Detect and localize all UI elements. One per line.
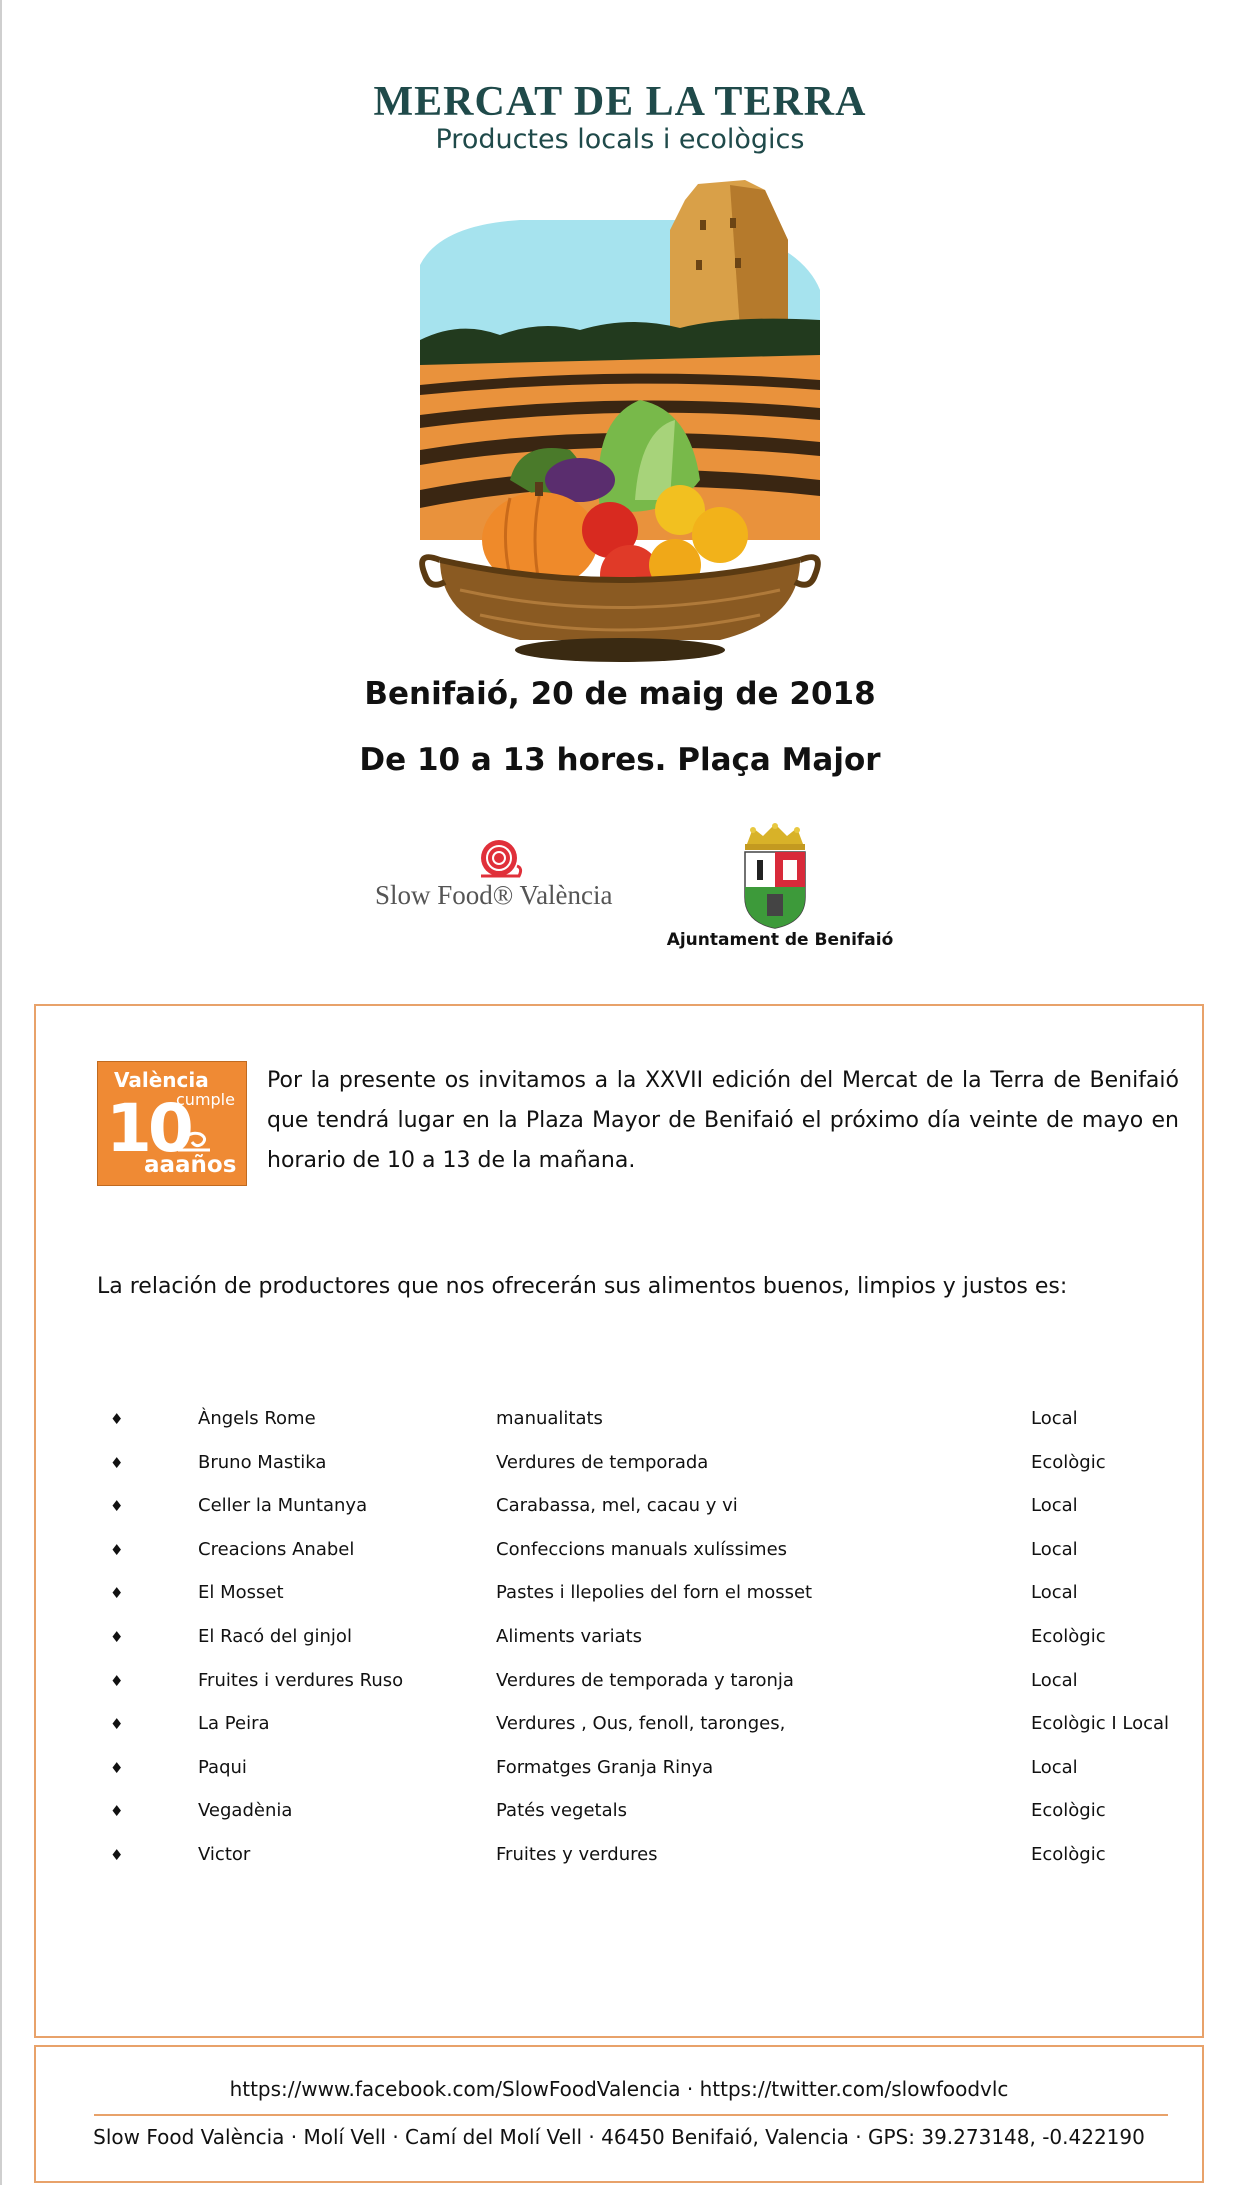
page-subtitle: Productes locals i ecològics [435, 124, 805, 155]
badge-line-1: València [114, 1068, 209, 1092]
producer-row [96, 1844, 1176, 1888]
producer-type: Local [1031, 1582, 1078, 1604]
producer-name: Creacions Anabel [198, 1538, 355, 1560]
valencia-10-anos-badge [97, 1061, 247, 1186]
producer-type: Ecològic [1031, 1800, 1106, 1822]
producers-lead: La relación de productores que nos ofrecerán sus alimentos buenos, limpios y justos es: [97, 1274, 1068, 1299]
producer-products: Patés vegetals [496, 1800, 628, 1822]
footer-address: Slow Food València · Molí Vell · Camí del Molí Vell · 46450 Benifaió, Valencia · GPS: 39.273148, -0.422190 [93, 2125, 1145, 2149]
producers-list [96, 1408, 1176, 1888]
producer-name: La Peira [198, 1713, 270, 1735]
slow-food-text: Slow Food® València [375, 880, 613, 910]
producer-name: Victor [198, 1843, 251, 1865]
footer-social-links[interactable]: https://www.facebook.com/SlowFoodValencia · https://twitter.com/slowfoodvlc [229, 2077, 1009, 2101]
producer-type: Local [1031, 1495, 1078, 1517]
producer-row [96, 1670, 1176, 1714]
ajuntament-logo [665, 822, 895, 952]
intro-paragraph: Por la presente os invitamos a la XXVII edición del Mercat de la Terra de Benifaió que tendrá lugar en la Plaza Mayor de Benifaió el próximo día veinte de mayo en horario de 10 a 13 de la mañana. [267, 1068, 1179, 1173]
bullet-icon: ♦ [110, 1410, 124, 1428]
snail-icon [475, 838, 525, 882]
producer-name: Fruites i verdures Ruso [198, 1669, 404, 1691]
producer-name: Vegadènia [198, 1800, 293, 1822]
producer-row [96, 1800, 1176, 1844]
snail-icon [176, 1124, 212, 1154]
badge-number: 10 [106, 1090, 190, 1167]
producer-products: Aliments variats [496, 1625, 643, 1647]
market-illustration [400, 180, 840, 670]
producer-type: Ecològic [1031, 1625, 1106, 1647]
page-title: MERCAT DE LA TERRA [373, 79, 867, 125]
bullet-icon: ♦ [110, 1758, 124, 1777]
producer-name: El Racó del ginjol [198, 1625, 352, 1647]
bullet-icon: ♦ [110, 1715, 124, 1734]
event-date: Benifaió, 20 de maig de 2018 [364, 676, 876, 712]
slow-food-logo [375, 838, 635, 918]
bullet-icon: ♦ [110, 1497, 124, 1516]
producer-row [96, 1582, 1176, 1626]
producer-products: Verdures , Ous, fenoll, taronges, [496, 1713, 786, 1735]
producer-row [96, 1626, 1176, 1670]
producer-name: Paqui [198, 1756, 247, 1778]
producer-name: Bruno Mastika [198, 1451, 327, 1473]
page-edge [0, 0, 2, 2185]
producer-type: Local [1031, 1408, 1078, 1429]
bullet-icon: ♦ [110, 1627, 124, 1646]
event-time-place: De 10 a 13 hores. Plaça Major [359, 742, 881, 778]
content-box [34, 1004, 1204, 2038]
bullet-icon: ♦ [110, 1802, 124, 1821]
bullet-icon: ♦ [110, 1453, 124, 1472]
producer-products: Confeccions manuals xulíssimes [496, 1538, 788, 1560]
producer-row [96, 1757, 1176, 1801]
producer-row [96, 1452, 1176, 1496]
producer-products: Formatges Granja Rinya [496, 1756, 714, 1778]
producer-type: Ecològic I Local [1031, 1713, 1170, 1735]
badge-line-3: aaaños [144, 1152, 237, 1178]
bullet-icon: ♦ [110, 1671, 124, 1690]
producer-type: Local [1031, 1669, 1078, 1691]
producer-type: Ecològic [1031, 1843, 1106, 1865]
producer-row [96, 1495, 1176, 1539]
bullet-icon: ♦ [110, 1540, 124, 1559]
bullet-icon: ♦ [110, 1845, 124, 1864]
coat-of-arms-icon [735, 822, 815, 930]
producer-row [96, 1408, 1176, 1452]
producer-type: Ecològic [1031, 1451, 1106, 1473]
bullet-icon: ♦ [110, 1584, 124, 1603]
producer-name: Celler la Muntanya [198, 1495, 368, 1517]
producer-products: Pastes i llepolies del forn el mosset [496, 1582, 813, 1604]
producer-products: Carabassa, mel, cacau y vi [496, 1495, 738, 1517]
producer-type: Local [1031, 1756, 1078, 1778]
producer-products: manualitats [496, 1408, 603, 1429]
footer-divider [94, 2114, 1168, 2116]
ajuntament-label: Ajuntament de Benifaió [666, 930, 894, 950]
producer-row [96, 1539, 1176, 1583]
badge-line-2: cumple [176, 1090, 235, 1109]
producer-row [96, 1713, 1176, 1757]
producer-products: Fruites y verdures [496, 1843, 658, 1865]
producer-products: Verdures de temporada y taronja [496, 1669, 794, 1691]
producer-type: Local [1031, 1538, 1078, 1560]
producer-name: El Mosset [198, 1582, 284, 1604]
footer [34, 2045, 1204, 2183]
producer-name: Àngels Rome [198, 1408, 316, 1429]
producer-products: Verdures de temporada [496, 1451, 709, 1473]
